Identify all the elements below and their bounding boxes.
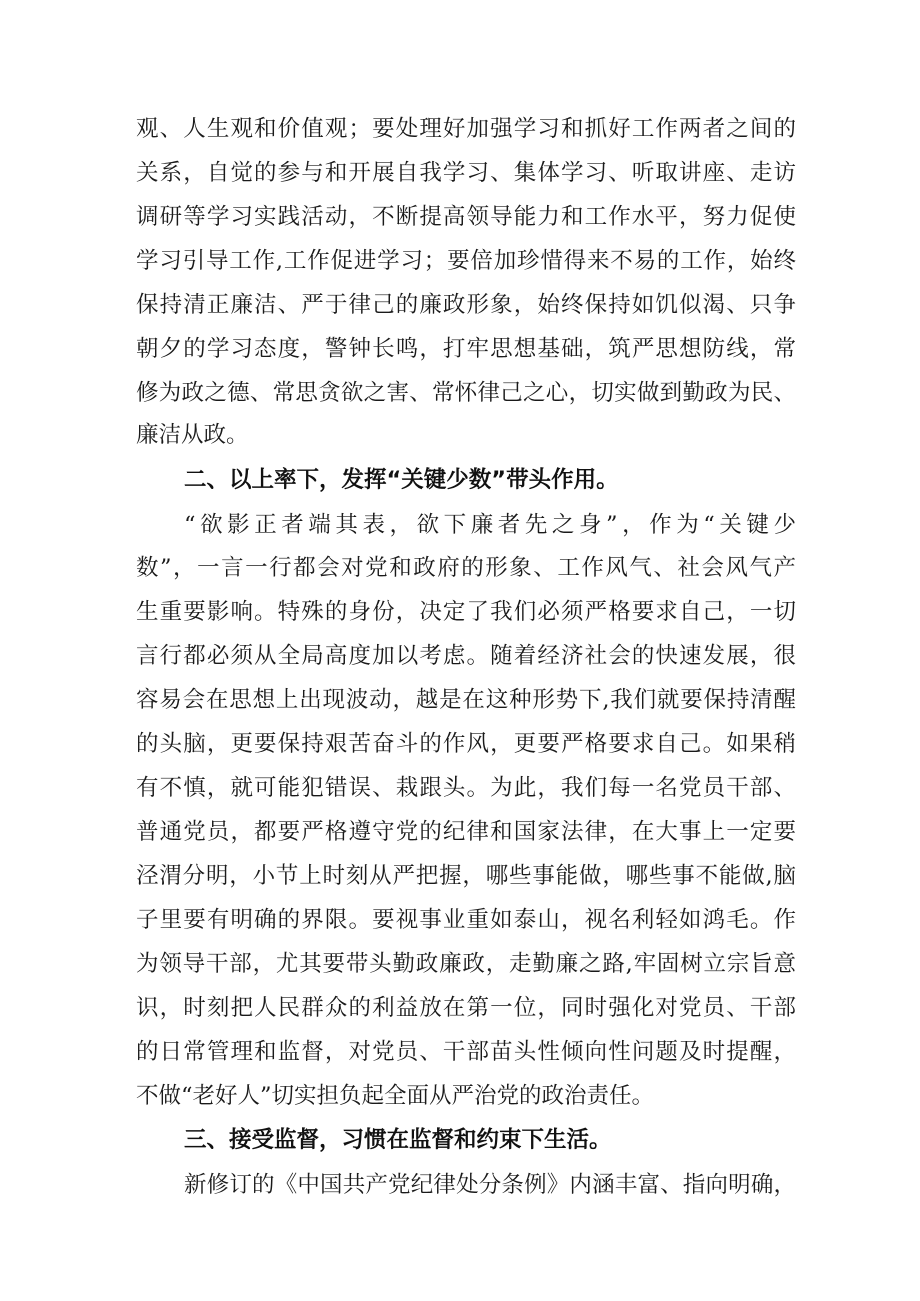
- paragraph-2-line: 言行都必须从全局高度加以考虑。随着经济社会的快速发展，很: [136, 643, 796, 669]
- paragraph-1-line: 朝夕的学习态度，警钟长鸣，打牢思想基础，筑严思想防线，常: [136, 336, 796, 362]
- section-heading-2: 二、以上率下，发挥“关键少数”带头作用。: [184, 467, 619, 493]
- paragraph-2-line: 容易会在思想上出现波动，越是在这种形势下,我们就要保持清醒: [136, 687, 796, 713]
- paragraph-2-line: 的日常管理和监督，对党员、干部苗头性倾向性问题及时提醒，: [136, 1039, 796, 1065]
- paragraph-1-line: 关系，自觉的参与和开展自我学习、集体学习、听取讲座、走访: [136, 160, 796, 186]
- paragraph-1-line: 修为政之德、常思贪欲之害、常怀律己之心，切实做到勤政为民、: [136, 380, 796, 406]
- paragraph-3-line: 新修订的《中国共产党纪律处分条例》内涵丰富、指向明确，: [184, 1172, 796, 1198]
- paragraph-2-line: 数”，一言一行都会对党和政府的形象、工作风气、社会风气产: [136, 555, 796, 581]
- paragraph-2-line: 生重要影响。特殊的身份，决定了我们必须严格要求自己，一切: [136, 599, 796, 625]
- paragraph-1-line: 廉洁从政。: [136, 422, 249, 448]
- paragraph-1-line: 学习引导工作,工作促进学习；要倍加珍惜得来不易的工作，始终: [136, 248, 796, 274]
- paragraph-2-line: “欲影正者端其表，欲下廉者先之身”，作为“关键少: [184, 512, 796, 538]
- paragraph-1-line: 观、人生观和价值观；要处理好加强学习和抓好工作两者之间的: [136, 116, 796, 142]
- paragraph-2-line: 识，时刻把人民群众的利益放在第一位，同时强化对党员、干部: [136, 995, 796, 1021]
- paragraph-2-line: 普通党员，都要严格遵守党的纪律和国家法律，在大事上一定要: [136, 819, 796, 845]
- paragraph-1-line: 保持清正廉洁、严于律己的廉政形象，始终保持如饥似渴、只争: [136, 292, 796, 318]
- paragraph-2-line: 有不慎，就可能犯错误、栽跟头。为此，我们每一名党员干部、: [136, 775, 796, 801]
- paragraph-2-line: 子里要有明确的界限。要视事业重如泰山，视名利轻如鸿毛。作: [136, 907, 796, 933]
- paragraph-1-line: 调研等学习实践活动，不断提高领导能力和工作水平，努力促使: [136, 204, 796, 230]
- paragraph-2-line: 为领导干部，尤其要带头勤政廉政，走勤廉之路,牢固树立宗旨意: [136, 951, 796, 977]
- paragraph-2-line: 泾渭分明，小节上时刻从严把握，哪些事能做，哪些事不能做,脑: [136, 863, 796, 889]
- section-heading-3: 三、接受监督，习惯在监督和约束下生活。: [184, 1127, 612, 1153]
- paragraph-2-line: 的头脑，更要保持艰苦奋斗的作风，更要严格要求自己。如果稍: [136, 731, 796, 757]
- paragraph-2-line: 不做“老好人”切实担负起全面从严治党的政治责任。: [136, 1083, 655, 1109]
